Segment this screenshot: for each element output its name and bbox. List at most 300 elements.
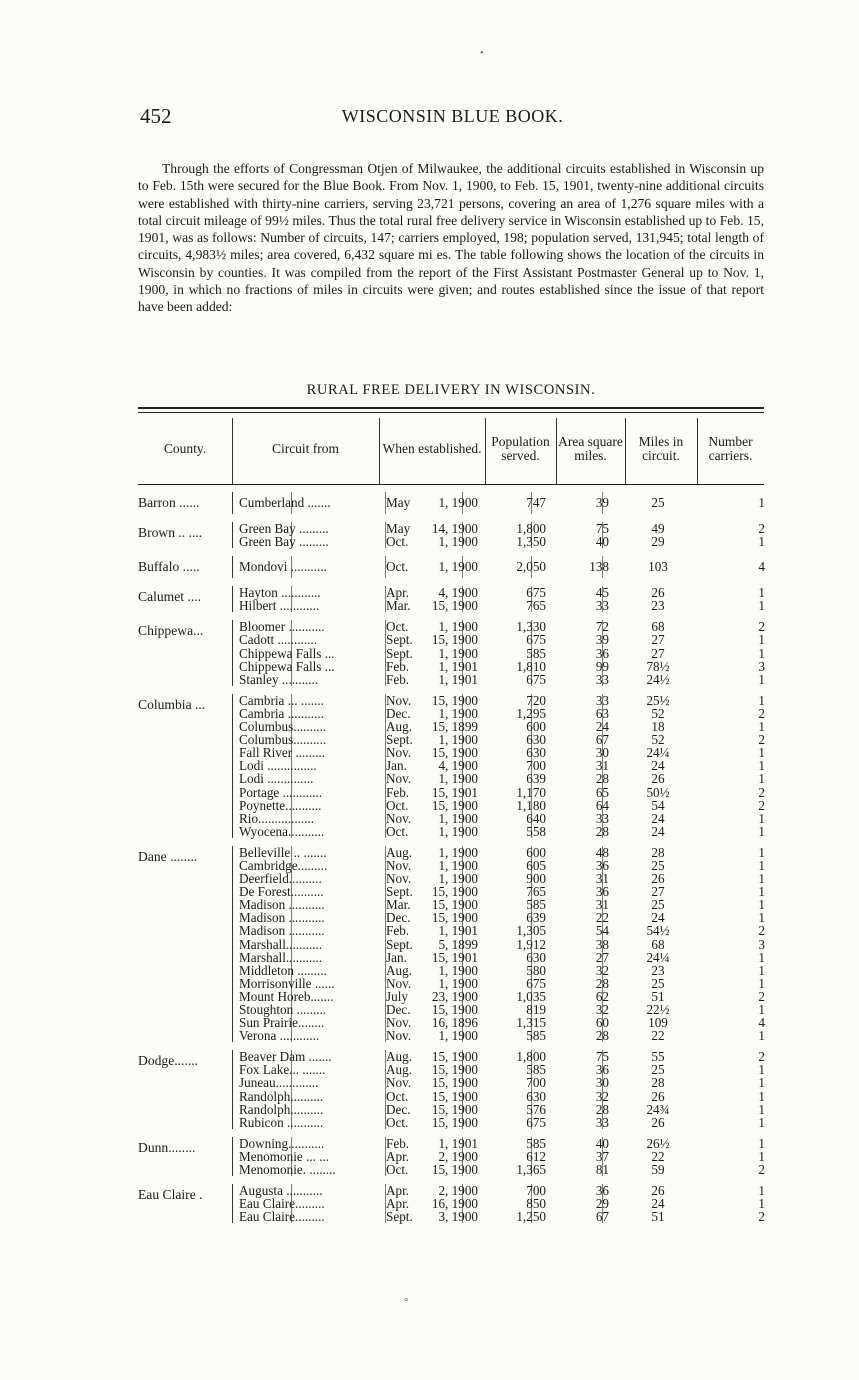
carriers-value: 4 (758, 1015, 765, 1031)
miles-value: 68 (651, 936, 665, 952)
circuit-name: Columbus.......... (239, 719, 327, 735)
established-date: 15, 1900 (431, 692, 478, 708)
population-value: 720 (526, 692, 546, 708)
area-value: 60 (595, 1015, 609, 1031)
table-row (233, 786, 764, 799)
carriers-value: 1 (758, 534, 765, 550)
table-row (233, 694, 764, 707)
circuit-name: Mount Horeb....... (239, 988, 334, 1004)
established-date: 1, 1900 (438, 559, 478, 575)
population-value: 850 (526, 1196, 546, 1212)
circuit-name: Bloomer ........... (239, 619, 325, 635)
carriers-value: 1 (758, 897, 765, 913)
circuit-name: Poynette........... (239, 797, 322, 813)
circuit-name: Verona ............ (239, 1028, 320, 1044)
population-value: 612 (526, 1148, 546, 1164)
population-value: 585 (526, 1062, 546, 1078)
area-value: 30 (595, 745, 609, 761)
area-value: 24 (595, 719, 609, 735)
area-value: 28 (595, 1028, 609, 1044)
established-month: Oct. (386, 534, 409, 550)
established-month: Nov. (386, 771, 412, 787)
established-month: Nov. (386, 1028, 412, 1044)
miles-value: 103 (648, 559, 668, 575)
population-value: 1,350 (516, 534, 546, 550)
miles-value: 25 (651, 897, 665, 913)
population-value: 900 (526, 871, 546, 887)
established-date: 1, 1900 (438, 810, 478, 826)
established-month: Mar. (386, 598, 411, 614)
established-month: Sept. (386, 732, 413, 748)
population-value: 1,365 (516, 1162, 546, 1178)
carriers-value: 1 (758, 758, 765, 774)
col-header-miles: Miles in circuit. (638, 434, 684, 463)
established-month: Oct. (386, 619, 409, 635)
circuit-name: Juneau............. (239, 1075, 319, 1091)
area-value: 32 (595, 1088, 609, 1104)
area-value: 33 (595, 692, 609, 708)
population-value: 1,800 (516, 521, 546, 536)
county-group (138, 522, 764, 548)
table-row (233, 1090, 764, 1103)
established-date: 4, 1900 (438, 585, 478, 601)
county-name: Chippewa... (138, 623, 204, 639)
established-month: Mar. (386, 897, 411, 913)
table-row (233, 846, 764, 859)
table-row (233, 1029, 764, 1042)
carriers-value: 1 (758, 1062, 765, 1078)
page-number: 452 (140, 104, 172, 128)
established-date: 1, 1900 (438, 732, 478, 748)
county-group (138, 620, 764, 685)
circuit-name: Chippewa Falls ... (239, 658, 335, 674)
established-month: Feb. (386, 784, 410, 800)
area-value: 30 (595, 1075, 609, 1091)
miles-value: 68 (651, 619, 665, 635)
circuit-name: Stoughton ......... (239, 1002, 327, 1017)
circuit-name: Cambria ........... (239, 705, 324, 721)
carriers-value: 1 (758, 745, 765, 761)
population-value: 576 (526, 1101, 546, 1117)
established-month: Sept. (386, 1209, 413, 1225)
table-body (138, 492, 764, 1231)
carriers-value: 1 (758, 1196, 765, 1212)
carriers-value: 1 (758, 1028, 765, 1044)
carriers-value: 1 (758, 884, 765, 900)
established-month: Oct. (386, 1088, 409, 1104)
miles-value: 54 (651, 797, 665, 813)
miles-value: 24 (651, 810, 665, 826)
established-month: Nov. (386, 745, 412, 761)
established-date: 15, 1899 (431, 719, 478, 735)
miles-value: 29 (651, 534, 665, 550)
carriers-value: 2 (758, 619, 765, 635)
table-title: RURAL FREE DELIVERY IN WISCONSIN. (306, 382, 596, 398)
carriers-value: 1 (758, 910, 765, 926)
established-month: Aug. (386, 844, 413, 860)
established-month: July (386, 988, 408, 1004)
carriers-value: 1 (758, 844, 765, 860)
established-date: 16, 1900 (431, 1196, 478, 1212)
miles-value: 24½ (646, 671, 670, 687)
miles-value: 78½ (646, 658, 670, 674)
carriers-value: 1 (758, 771, 765, 787)
miles-value: 54½ (646, 923, 670, 939)
carriers-value: 1 (758, 495, 765, 510)
established-date: 15, 1900 (431, 1088, 478, 1104)
miles-value: 51 (651, 988, 665, 1004)
population-value: 819 (526, 1002, 546, 1017)
col-header-carriers: Number carriers. (708, 434, 753, 463)
population-value: 700 (526, 1183, 546, 1199)
established-date: 15, 1900 (431, 897, 478, 913)
county-name: Dane ........ (138, 848, 198, 864)
population-value: 1,170 (516, 784, 546, 800)
carriers-value: 2 (758, 521, 765, 536)
miles-value: 27 (651, 645, 665, 661)
population-value: 580 (526, 962, 546, 978)
print-mark: ° (404, 1296, 409, 1308)
established-month: Aug. (386, 1049, 413, 1065)
circuit-name: Rubicon ........... (239, 1114, 324, 1130)
established-date: 15, 1900 (431, 1075, 478, 1091)
population-value: 630 (526, 732, 546, 748)
col-header-county: County. (163, 441, 207, 456)
area-value: 36 (595, 884, 609, 900)
carriers-value: 2 (758, 1162, 765, 1178)
circuit-name: Beaver Dam ....... (239, 1049, 332, 1065)
population-value: 765 (526, 598, 546, 614)
area-value: 31 (595, 897, 609, 913)
population-value: 1,315 (516, 1015, 546, 1031)
established-month: Nov. (386, 1075, 412, 1091)
area-value: 36 (595, 645, 609, 661)
circuit-name: Rio................. (239, 810, 315, 826)
established-date: 15, 1900 (431, 1049, 478, 1065)
established-month: Feb. (386, 923, 410, 939)
established-date: 1, 1900 (438, 705, 478, 721)
page-title: WISCONSIN BLUE BOOK. (341, 106, 564, 126)
area-value: 31 (595, 758, 609, 774)
population-value: 585 (526, 645, 546, 661)
circuit-name: Deerfield.......... (239, 871, 322, 887)
established-month: Aug. (386, 1062, 413, 1078)
miles-value: 25 (651, 1062, 665, 1078)
table-row (233, 799, 764, 812)
established-date: 2, 1900 (438, 1183, 478, 1199)
miles-value: 59 (651, 1162, 665, 1178)
carriers-value: 1 (758, 1135, 765, 1151)
table-row (233, 1076, 764, 1089)
population-value: 639 (526, 771, 546, 787)
table-row (233, 1163, 764, 1176)
circuit-name: Sun Prairie........ (239, 1015, 325, 1031)
established-date: 15, 1901 (431, 784, 478, 800)
miles-value: 18 (651, 719, 665, 735)
established-date: 1, 1900 (438, 619, 478, 635)
area-value: 39 (595, 632, 609, 648)
established-month: May (386, 521, 411, 536)
population-value: 700 (526, 758, 546, 774)
established-date: 5, 1899 (438, 936, 478, 952)
established-date: 1, 1901 (438, 671, 478, 687)
table-row (233, 1137, 764, 1150)
established-date: 15, 1900 (431, 910, 478, 926)
established-month: Apr. (386, 585, 410, 601)
established-month: Jan. (386, 758, 407, 774)
county-name: Brown .. .... (138, 525, 203, 540)
area-value: 72 (595, 619, 609, 635)
established-month: Nov. (386, 857, 412, 873)
miles-value: 24 (651, 823, 665, 839)
circuit-name: Cambridge......... (239, 857, 328, 873)
miles-value: 23 (651, 962, 665, 978)
intro-paragraph: Through the efforts of Congressman Otjen of Milwaukee, the additional circuits established in Wisconsin up to Feb. 15th were secured for the Blue Book. From Nov. 1, 1900, to Feb. 15, 1901, twenty-nine additional circuits were established with thirty-nine carriers, serving 23,721 persons, covering an area of 1,276 square miles with a total circuit mileage of 99½ miles. Thus the total rural free delivery service in Wisconsin established up to Feb. 15, 1901, was as follows: Number of circuits, 147; carriers employed, 198; population served, 131,945; total length of circuits, 4,983½ miles; area covered, 6,432 square mi es. The table following shows the location of the circuits in Wisconsin by counties. It was compiled from the report of the First Assistant Postmaster General up to Nov. 1, 1900, in which no fractions of miles in circuits were given; and routes established since the issue of that report have been added: (138, 161, 764, 315)
population-value: 585 (526, 1028, 546, 1044)
area-value: 75 (595, 1049, 609, 1065)
population-value: 585 (526, 1135, 546, 1151)
area-value: 54 (595, 923, 609, 939)
miles-value: 109 (648, 1015, 668, 1031)
circuit-name: Green Bay ......... (239, 534, 329, 550)
miles-value: 26 (651, 1088, 665, 1104)
carriers-value: 2 (758, 1049, 765, 1065)
established-month: Sept. (386, 936, 413, 952)
circuit-name: Marshall........... (239, 949, 323, 965)
population-value: 675 (526, 1114, 546, 1130)
col-header-population: Population served. (491, 434, 550, 463)
established-month: Apr. (386, 1148, 410, 1164)
table-row (233, 535, 764, 548)
population-value: 2,050 (516, 559, 546, 575)
miles-value: 26½ (646, 1135, 670, 1151)
area-value: 64 (595, 797, 609, 813)
table-row (233, 633, 764, 646)
circuit-name: Lodi ............... (239, 758, 317, 774)
carriers-value: 2 (758, 784, 765, 800)
miles-value: 51 (651, 1209, 665, 1225)
carriers-value: 4 (758, 559, 765, 575)
circuit-name: Belleville .. ....... (239, 844, 327, 860)
established-date: 4, 1900 (438, 758, 478, 774)
carriers-value: 1 (758, 1114, 765, 1130)
established-date: 1, 1900 (438, 495, 478, 510)
carriers-value: 1 (758, 1075, 765, 1091)
miles-value: 25½ (646, 692, 670, 708)
circuit-name: Madison ........... (239, 897, 325, 913)
carriers-value: 2 (758, 797, 765, 813)
circuit-name: Augusta ........... (239, 1183, 323, 1199)
population-value: 1,250 (516, 1209, 546, 1225)
county-group (138, 1137, 764, 1176)
table-row (233, 660, 764, 673)
area-value: 31 (595, 871, 609, 887)
county-group (138, 1184, 764, 1223)
circuit-name: Cadott ............ (239, 632, 318, 648)
circuit-name: Morrisonville ...... (239, 975, 335, 991)
area-value: 40 (595, 1135, 609, 1151)
population-value: 630 (526, 745, 546, 761)
miles-value: 22½ (646, 1002, 670, 1017)
table-row (233, 964, 764, 977)
county-group (138, 492, 764, 514)
circuit-name: Downing........... (239, 1135, 325, 1151)
circuit-name: Madison ........... (239, 923, 325, 939)
established-date: 1, 1900 (438, 645, 478, 661)
area-value: 40 (595, 534, 609, 550)
circuit-name: Middleton ......... (239, 962, 327, 978)
established-month: Oct. (386, 1162, 409, 1178)
established-month: Nov. (386, 975, 412, 991)
established-month: May (386, 495, 411, 510)
table-top-rule-thin (138, 412, 764, 413)
area-value: 28 (595, 1101, 609, 1117)
area-value: 33 (595, 1114, 609, 1130)
area-value: 36 (595, 1183, 609, 1199)
established-date: 14, 1900 (431, 521, 478, 536)
population-value: 630 (526, 1088, 546, 1104)
established-date: 1, 1900 (438, 871, 478, 887)
miles-value: 49 (651, 521, 665, 536)
table-row (233, 1103, 764, 1116)
area-value: 37 (595, 1148, 609, 1164)
area-value: 36 (595, 1062, 609, 1078)
established-date: 1, 1900 (438, 534, 478, 550)
established-date: 15, 1900 (431, 1114, 478, 1130)
miles-value: 26 (651, 1114, 665, 1130)
established-date: 1, 1900 (438, 844, 478, 860)
county-name: Barron ...... (138, 495, 200, 510)
established-month: Dec. (386, 705, 411, 721)
table-row (233, 825, 764, 838)
population-value: 700 (526, 1075, 546, 1091)
established-month: Nov. (386, 871, 412, 887)
area-value: 48 (595, 844, 609, 860)
carriers-value: 3 (758, 658, 765, 674)
circuit-name: Mondovi ........... (239, 559, 327, 575)
established-month: Dec. (386, 910, 411, 926)
carriers-value: 1 (758, 1183, 765, 1199)
circuit-name: Columbus.......... (239, 732, 327, 748)
carriers-value: 1 (758, 810, 765, 826)
circuit-name: Menomonie. ........ (239, 1162, 336, 1178)
table-row (233, 599, 764, 612)
county-name: Buffalo ..... (138, 559, 200, 575)
circuit-name: Marshall........... (239, 936, 323, 952)
established-date: 1, 1901 (438, 658, 478, 674)
miles-value: 24 (651, 910, 665, 926)
area-value: 36 (595, 857, 609, 873)
area-value: 67 (595, 1209, 609, 1225)
population-value: 558 (526, 823, 546, 839)
established-date: 1, 1900 (438, 975, 478, 991)
established-date: 15, 1900 (431, 632, 478, 648)
area-value: 28 (595, 975, 609, 991)
established-month: Apr. (386, 1196, 410, 1212)
population-value: 1,330 (516, 619, 546, 635)
carriers-value: 1 (758, 692, 765, 708)
table-row (233, 1210, 764, 1223)
miles-value: 26 (651, 871, 665, 887)
table-row (233, 492, 764, 514)
circuit-name: Hilbert ............ (239, 598, 320, 614)
established-date: 1, 1900 (438, 962, 478, 978)
carriers-value: 1 (758, 857, 765, 873)
area-value: 81 (595, 1162, 609, 1178)
population-value: 1,035 (516, 988, 546, 1004)
area-value: 62 (595, 988, 609, 1004)
area-value: 75 (595, 521, 609, 536)
carriers-value: 2 (758, 1209, 765, 1225)
miles-value: 24¼ (646, 745, 670, 761)
area-value: 39 (595, 495, 609, 510)
established-month: Nov. (386, 1015, 412, 1031)
established-month: Sept. (386, 645, 413, 661)
table-row (233, 1116, 764, 1129)
county-group (138, 1050, 764, 1129)
miles-value: 26 (651, 585, 665, 601)
circuit-name: Menomonie ... ... (239, 1148, 330, 1164)
carriers-value: 2 (758, 988, 765, 1004)
established-date: 15, 1900 (431, 745, 478, 761)
population-value: 675 (526, 632, 546, 648)
area-value: 28 (595, 823, 609, 839)
carriers-value: 3 (758, 936, 765, 952)
table-row (233, 951, 764, 964)
population-value: 675 (526, 671, 546, 687)
circuit-name: Randolph.......... (239, 1101, 324, 1117)
population-value: 765 (526, 884, 546, 900)
population-value: 1,180 (516, 797, 546, 813)
population-value: 585 (526, 897, 546, 913)
table-header-rule (138, 484, 764, 485)
established-month: Jan. (386, 949, 407, 965)
county-group (138, 846, 764, 1042)
col-header-established: When established. (382, 441, 482, 456)
area-value: 65 (595, 784, 609, 800)
table-row (233, 924, 764, 937)
carriers-value: 2 (758, 923, 765, 939)
established-date: 15, 1900 (431, 884, 478, 900)
area-value: 27 (595, 949, 609, 965)
county-group (138, 556, 764, 578)
carriers-value: 1 (758, 585, 765, 601)
established-month: Feb. (386, 658, 410, 674)
established-date: 1, 1900 (438, 771, 478, 787)
established-date: 15, 1900 (431, 1101, 478, 1117)
established-date: 1, 1901 (438, 923, 478, 939)
established-date: 1, 1900 (438, 857, 478, 873)
area-value: 63 (595, 705, 609, 721)
area-value: 32 (595, 1002, 609, 1017)
population-value: 747 (526, 495, 546, 510)
carriers-value: 1 (758, 645, 765, 661)
established-date: 15, 1901 (431, 949, 478, 965)
county-name: Dunn........ (138, 1139, 196, 1155)
miles-value: 26 (651, 1183, 665, 1199)
established-month: Nov. (386, 810, 412, 826)
area-value: 22 (595, 910, 609, 926)
miles-value: 52 (651, 705, 665, 721)
table-row (233, 977, 764, 990)
established-month: Feb. (386, 671, 410, 687)
miles-value: 55 (651, 1049, 665, 1065)
carriers-value: 1 (758, 1002, 765, 1017)
carriers-value: 1 (758, 1148, 765, 1164)
county-group (138, 586, 764, 612)
population-value: 600 (526, 719, 546, 735)
population-value: 1,305 (516, 923, 546, 939)
